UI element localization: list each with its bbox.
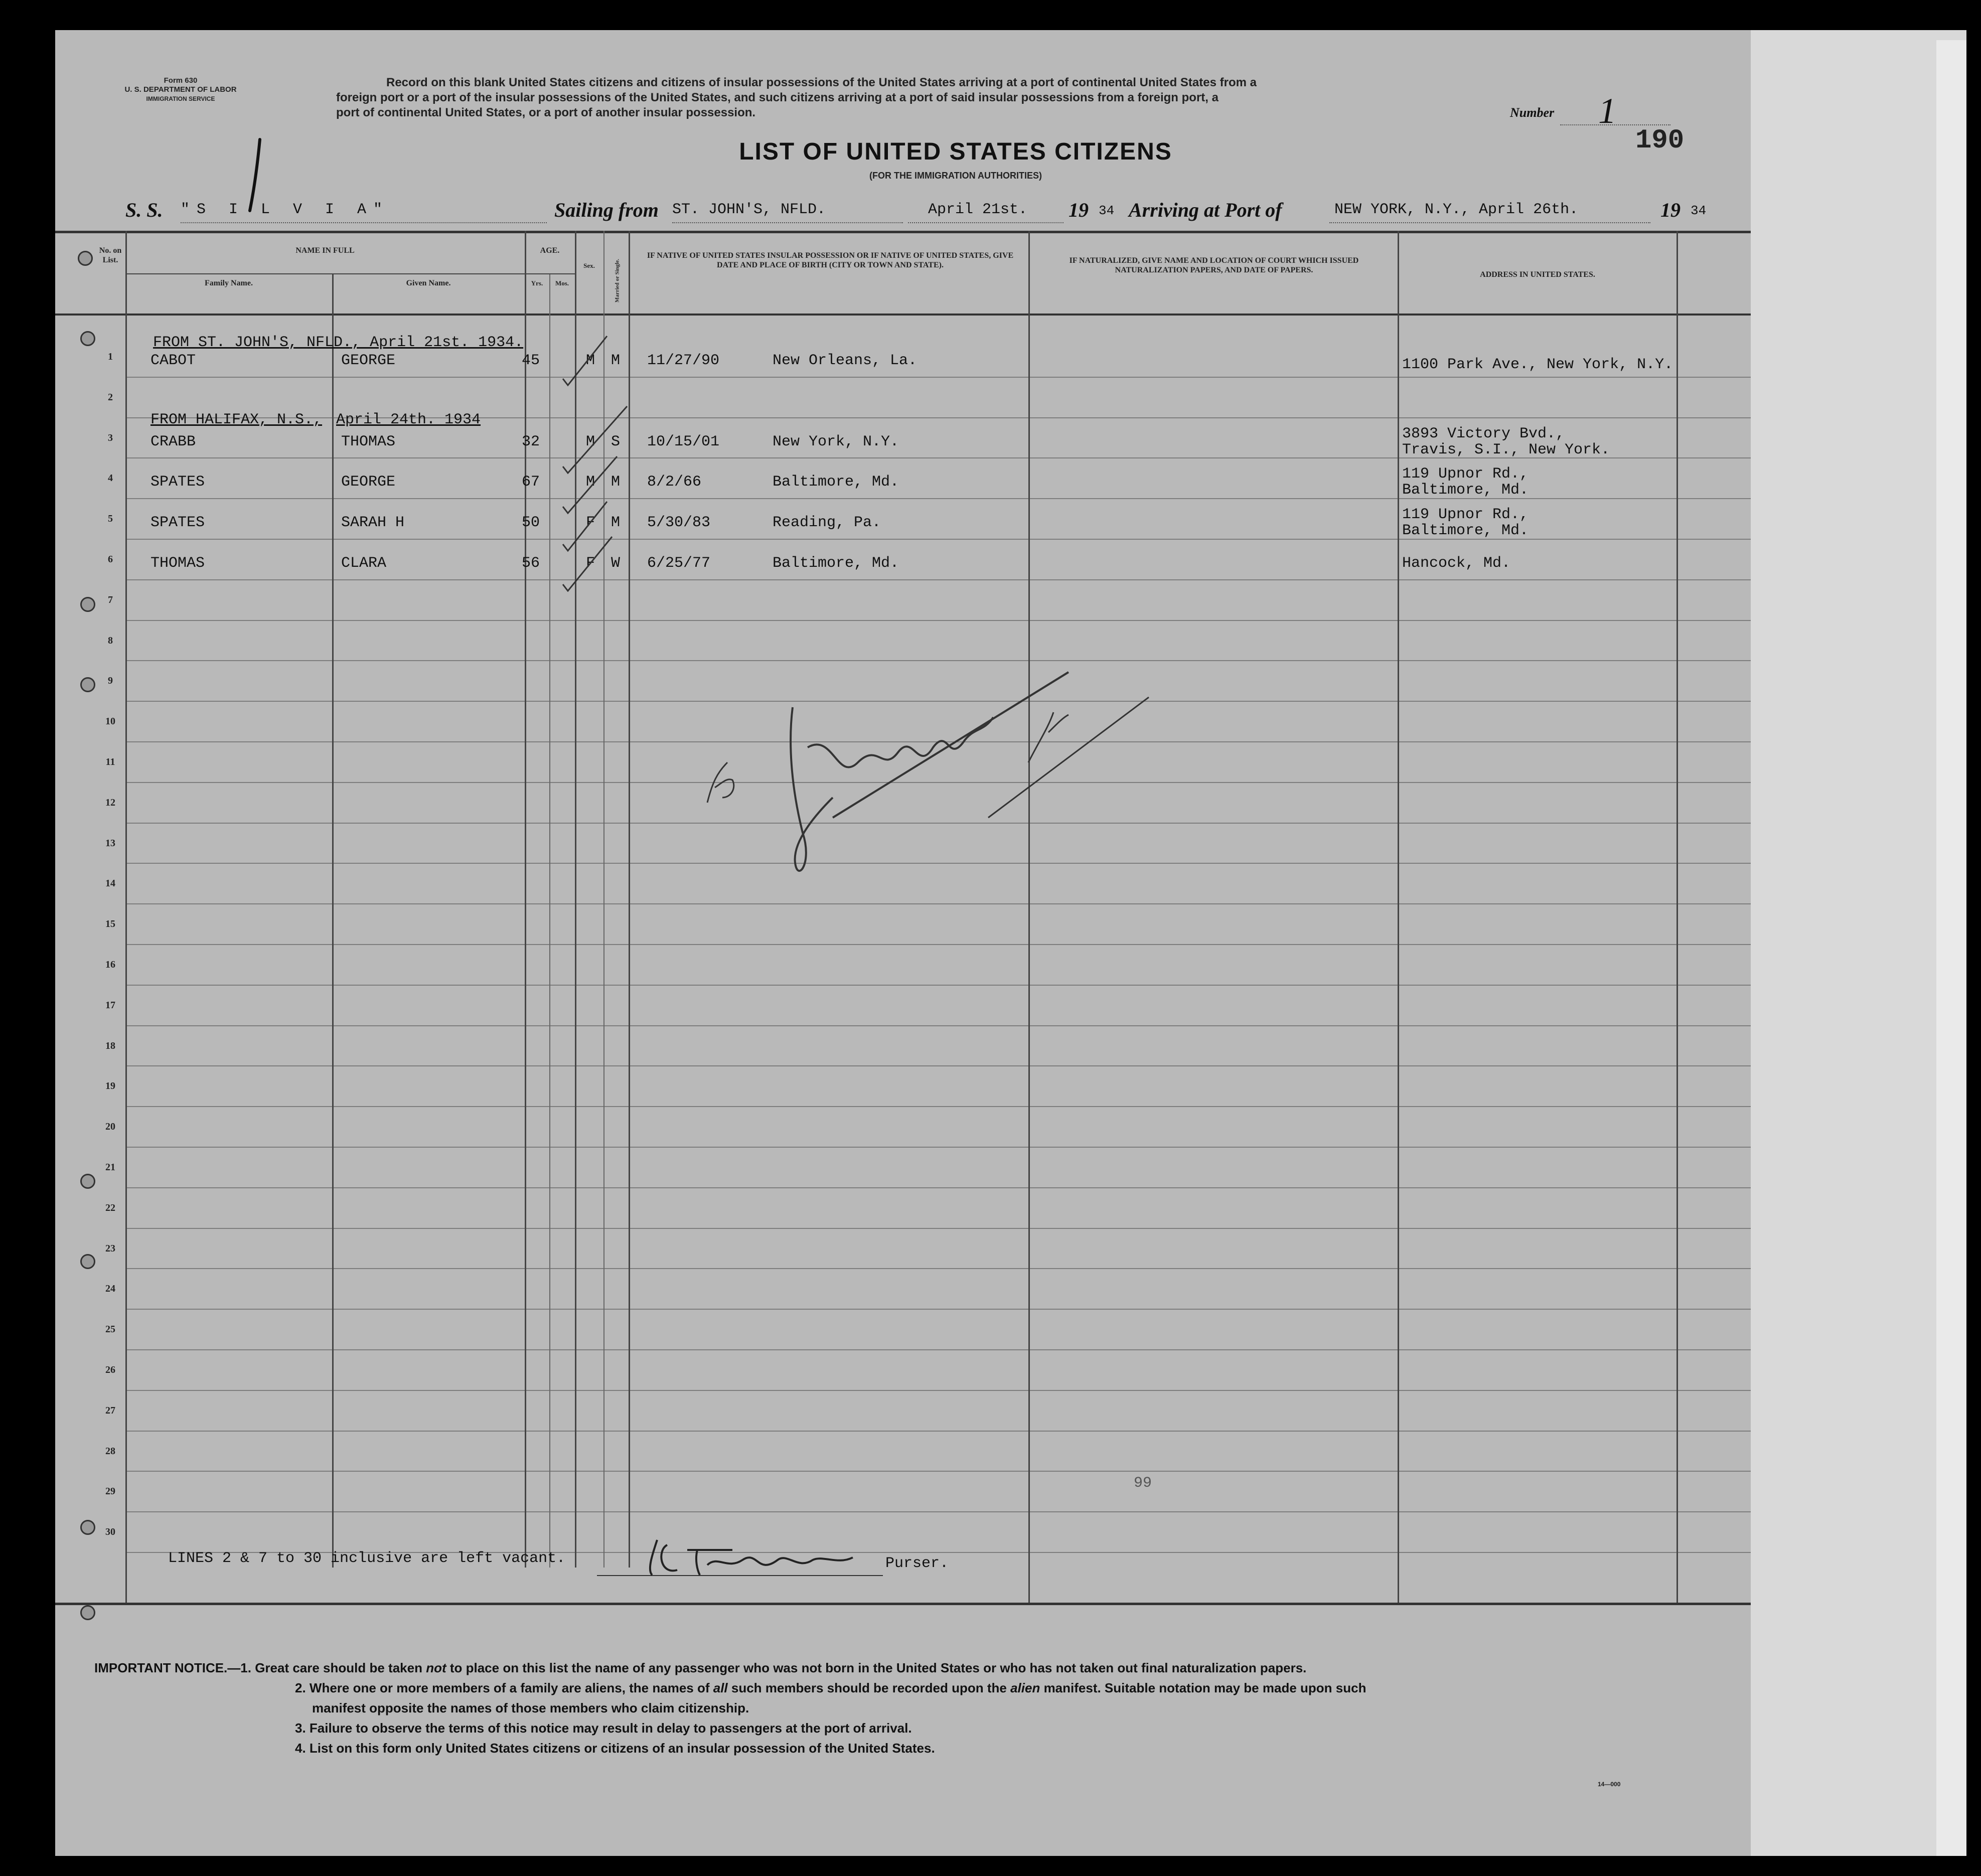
row-rule [125,1268,1751,1269]
family-name-cell: THOMAS [150,555,205,572]
header-native: IF NATIVE OF UNITED STATES INSULAR POSSESSION OR IF NATIVE OF UNITED STATES, GIVE DATE AND PLACE OF BIRTH (CITY OR TOWN AND STATE). [647,251,1014,269]
form-title: LIST OF UNITED STATES CITIZENS [739,138,1172,165]
name-in-full-rule [125,273,525,274]
given-name-cell: CLARA [341,555,387,572]
record-instructions [336,75,1505,120]
row-rule [125,1471,1751,1472]
address-line-1-cell: Hancock, Md. [1402,555,1511,572]
binding-hole [80,1520,95,1535]
sex-cell: M [586,474,595,491]
row-number: 26 [105,1364,115,1375]
ship-name: "S I L V I A" [181,201,390,218]
row-number: 28 [105,1445,115,1457]
col-line-native [1028,231,1030,1603]
birth-place-cell: New Orleans, La. [773,352,918,369]
sailing-port: ST. JOHN'S, NFLD. [672,201,826,218]
notice-2c: manifest. Suitable notation may be made upon such [1040,1680,1366,1695]
number-value: 1 [1598,91,1616,131]
arriving-year: 34 [1691,203,1707,218]
important-notice [94,1658,1366,1758]
family-name-cell: CRABB [150,433,196,450]
age-years-cell: 50 [522,514,540,532]
arriving-underline [1329,222,1650,223]
sex-cell: F [586,514,595,532]
notice-2b: such members should be recorded upon the [727,1680,1011,1695]
sailing-port-underline [672,222,903,223]
row-number: 22 [105,1202,115,1213]
birth-date-cell: 5/30/83 [647,514,711,532]
header-address: ADDRESS IN UNITED STATES. [1480,270,1595,279]
underlying-page-edge [1936,40,1966,1856]
notice-item-3: 3. Failure to observe the terms of this notice may result in delay to passengers at the port of arrival. [295,1721,912,1736]
row-number: 24 [105,1283,115,1295]
inspector-check-marks [557,331,687,592]
notice-2a: 2. Where one or more members of a family are aliens, the names of [295,1680,713,1695]
given-name-cell: GEORGE [341,352,396,369]
notice-2-emphasis-2: alien [1010,1680,1040,1695]
row-number: 18 [105,1040,115,1051]
number-label: Number [1510,105,1555,120]
arriving-port: NEW YORK, N.Y., April 26th. [1334,201,1579,218]
notice-1b: to place on this list the name of any passenger who was not born in the United States or who has not taken out final naturalization papers. [446,1660,1307,1675]
row-number: 11 [105,756,115,767]
row-number: 27 [105,1404,115,1416]
row-number: 4 [108,473,113,484]
notice-2-emphasis-1: all [713,1680,728,1695]
address-line-1-cell: 119 Upnor Rd., [1402,465,1529,483]
address-line-2-cell: Baltimore, Md. [1402,482,1529,499]
address-line-2-cell: Travis, S.I., New York. [1402,441,1610,458]
manifest-page [55,30,1751,1856]
stamp-number: 99 [1134,1475,1152,1492]
sex-cell: F [586,555,595,572]
birth-place-cell: Baltimore, Md. [773,474,899,491]
row-rule [125,1390,1751,1391]
row-rule [125,1228,1751,1229]
binding-hole [80,597,95,612]
row-rule [125,1187,1751,1188]
address-line-1-cell: 3893 Victory Bvd., [1402,425,1565,442]
binding-hole [80,677,95,692]
sailing-year: 34 [1099,203,1115,218]
header-yrs: Yrs. [531,279,543,287]
ss-label: S. S. [125,199,163,221]
arriving-label: Arriving at Port of [1129,199,1282,221]
row-number: 8 [108,635,113,646]
sailing-year-prefix: 19 [1069,199,1089,221]
header-no-on-list: No. on List. [99,246,122,264]
row-number: 1 [108,351,113,362]
row-rule [125,1511,1751,1512]
marital-status-cell: M [611,514,621,532]
marital-status-cell: M [611,474,621,491]
row-rule [125,579,1751,580]
arriving-year-prefix: 19 [1660,199,1681,221]
row-rule [125,1147,1751,1148]
page-stamp: 190 [1635,125,1685,156]
inspector-signature [667,582,1169,893]
notice-item-4: 4. List on this form only United States citizens or citizens of an insular possession of the United States. [295,1741,935,1756]
marital-status-cell: M [611,352,621,369]
family-name-cell: SPATES [150,474,205,491]
row-number: 15 [105,918,115,930]
row-rule [125,985,1751,986]
print-code: 14—000 [1598,1781,1621,1788]
row-number: 9 [108,675,113,687]
binding-hole [80,1254,95,1269]
sex-cell: M [586,352,595,369]
row-number: 6 [108,554,113,565]
col-line-naturalized [1398,231,1399,1603]
family-name-cell: CABOT [150,352,196,369]
record-line-3: port of continental United States, or a port of another insular possession. [336,106,756,119]
row-rule [125,1431,1751,1432]
row-number: 10 [105,716,115,727]
binding-hole [80,1605,95,1620]
address-line-1-cell: 119 Upnor Rd., [1402,506,1529,524]
row-number: 3 [108,432,113,443]
row-number: 19 [105,1080,115,1092]
birth-place-cell: New York, N.Y. [773,433,899,450]
address-line-1-cell: 1100 Park Ave., New York, N.Y. [1402,356,1673,373]
age-years-cell: 56 [522,555,540,572]
header-sex: Sex. [583,262,595,269]
row-rule [125,944,1751,945]
given-name-cell: SARAH H [341,514,405,532]
family-name-cell: SPATES [150,514,205,532]
row-rule [125,903,1751,904]
row-number: 2 [108,391,113,403]
sex-cell: M [586,433,595,450]
form-number: Form 630 [164,76,198,85]
row-number: 30 [105,1526,115,1538]
birth-date-cell: 6/25/77 [647,555,711,572]
row-number: 23 [105,1242,115,1254]
birth-date-cell: 10/15/01 [647,433,720,450]
row-number: 16 [105,959,115,970]
birth-place-cell: Baltimore, Md. [773,555,899,572]
notice-label: IMPORTANT NOTICE.— [94,1660,241,1675]
notice-1-emphasis: not [426,1660,446,1675]
underlying-page [1746,30,1966,1856]
row-number: 12 [105,797,115,808]
header-married-single: Married or Single. [614,259,621,302]
record-line-1: Record on this blank United States citizens and citizens of insular possessions of the United States arriving at a port of continental United States from a [386,76,1257,89]
binding-hole [78,251,93,266]
given-name-cell: THOMAS [341,433,396,450]
col-line-no [125,231,127,1603]
binding-hole [80,331,95,346]
row-number: 14 [105,878,115,889]
birth-place-cell: Reading, Pa. [773,514,881,532]
header-naturalized: IF NATURALIZED, GIVE NAME AND LOCATION OF COURT WHICH ISSUED NATURALIZATION PAPERS, AND DATE OF PAPERS. [1069,256,1359,274]
age-years-cell: 67 [522,474,540,491]
col-line-given [525,231,526,1568]
sailing-date-underline [908,222,1063,223]
birth-date-cell: 8/2/66 [647,474,702,491]
binding-hole [80,1174,95,1189]
col-line-yrs [549,273,550,1568]
notice-1a: 1. Great care should be taken [240,1660,426,1675]
age-rule [525,273,575,274]
purser-label: Purser. [885,1555,949,1572]
section-from-halifax-date: April 24th. 1934 [336,411,481,428]
ship-underline [181,222,547,223]
row-number: 13 [105,837,115,849]
voyage-line [125,198,1731,233]
header-name-in-full: NAME IN FULL [295,246,355,255]
header-family-name: Family Name. [205,279,253,287]
row-number: 5 [108,513,113,525]
row-number: 7 [108,594,113,605]
row-rule [125,1106,1751,1107]
notice-item-1 [94,1658,1366,1678]
section-from-halifax: FROM HALIFAX, N.S., [150,411,323,428]
table-top-rule [55,231,1751,233]
service-name: IMMIGRATION SERVICE [146,95,215,102]
record-line-2: foreign port or a port of the insular possessions of the United States, and such citizens arriving at a port of said insular possessions from a foreign port, a [336,91,1218,104]
row-rule [125,1309,1751,1310]
marital-status-cell: S [611,433,621,450]
notice-item-2 [94,1678,1366,1698]
age-years-cell: 32 [522,433,540,450]
department-name: U. S. DEPARTMENT OF LABOR [124,85,237,94]
row-rule [125,377,1751,378]
header-given-name: Given Name. [406,279,451,287]
row-rule [125,1025,1751,1026]
marital-status-cell: W [611,555,621,572]
row-number: 25 [105,1324,115,1335]
birth-date-cell: 11/27/90 [647,352,720,369]
col-line-address [1677,231,1678,1603]
row-number: 17 [105,999,115,1011]
header-mos: Mos. [555,279,569,287]
row-number: 21 [105,1162,115,1173]
section-from-st-johns: FROM ST. JOHN'S, NFLD., April 21st. 1934. [153,334,524,351]
form-subtitle: (FOR THE IMMIGRATION AUTHORITIES) [869,171,1042,181]
address-line-2-cell: Baltimore, Md. [1402,522,1529,540]
header-bottom-rule [55,314,1751,316]
sailing-label: Sailing from [554,199,659,221]
notice-item-2-cont: manifest opposite the names of those members who claim citizenship. [312,1700,749,1715]
age-years-cell: 45 [522,352,540,369]
row-number: 29 [105,1486,115,1497]
given-name-cell: GEORGE [341,474,396,491]
vacant-lines-note: LINES 2 & 7 to 30 inclusive are left vacant. [168,1550,566,1567]
row-rule [125,1349,1751,1350]
header-age: AGE. [540,246,560,255]
form-info [105,76,256,103]
row-rule [125,1065,1751,1066]
purser-signature [637,1530,898,1585]
row-number: 20 [105,1121,115,1133]
col-line-family [332,273,334,1568]
table-bottom-rule [55,1603,1751,1605]
sailing-date: April 21st. [928,201,1028,218]
